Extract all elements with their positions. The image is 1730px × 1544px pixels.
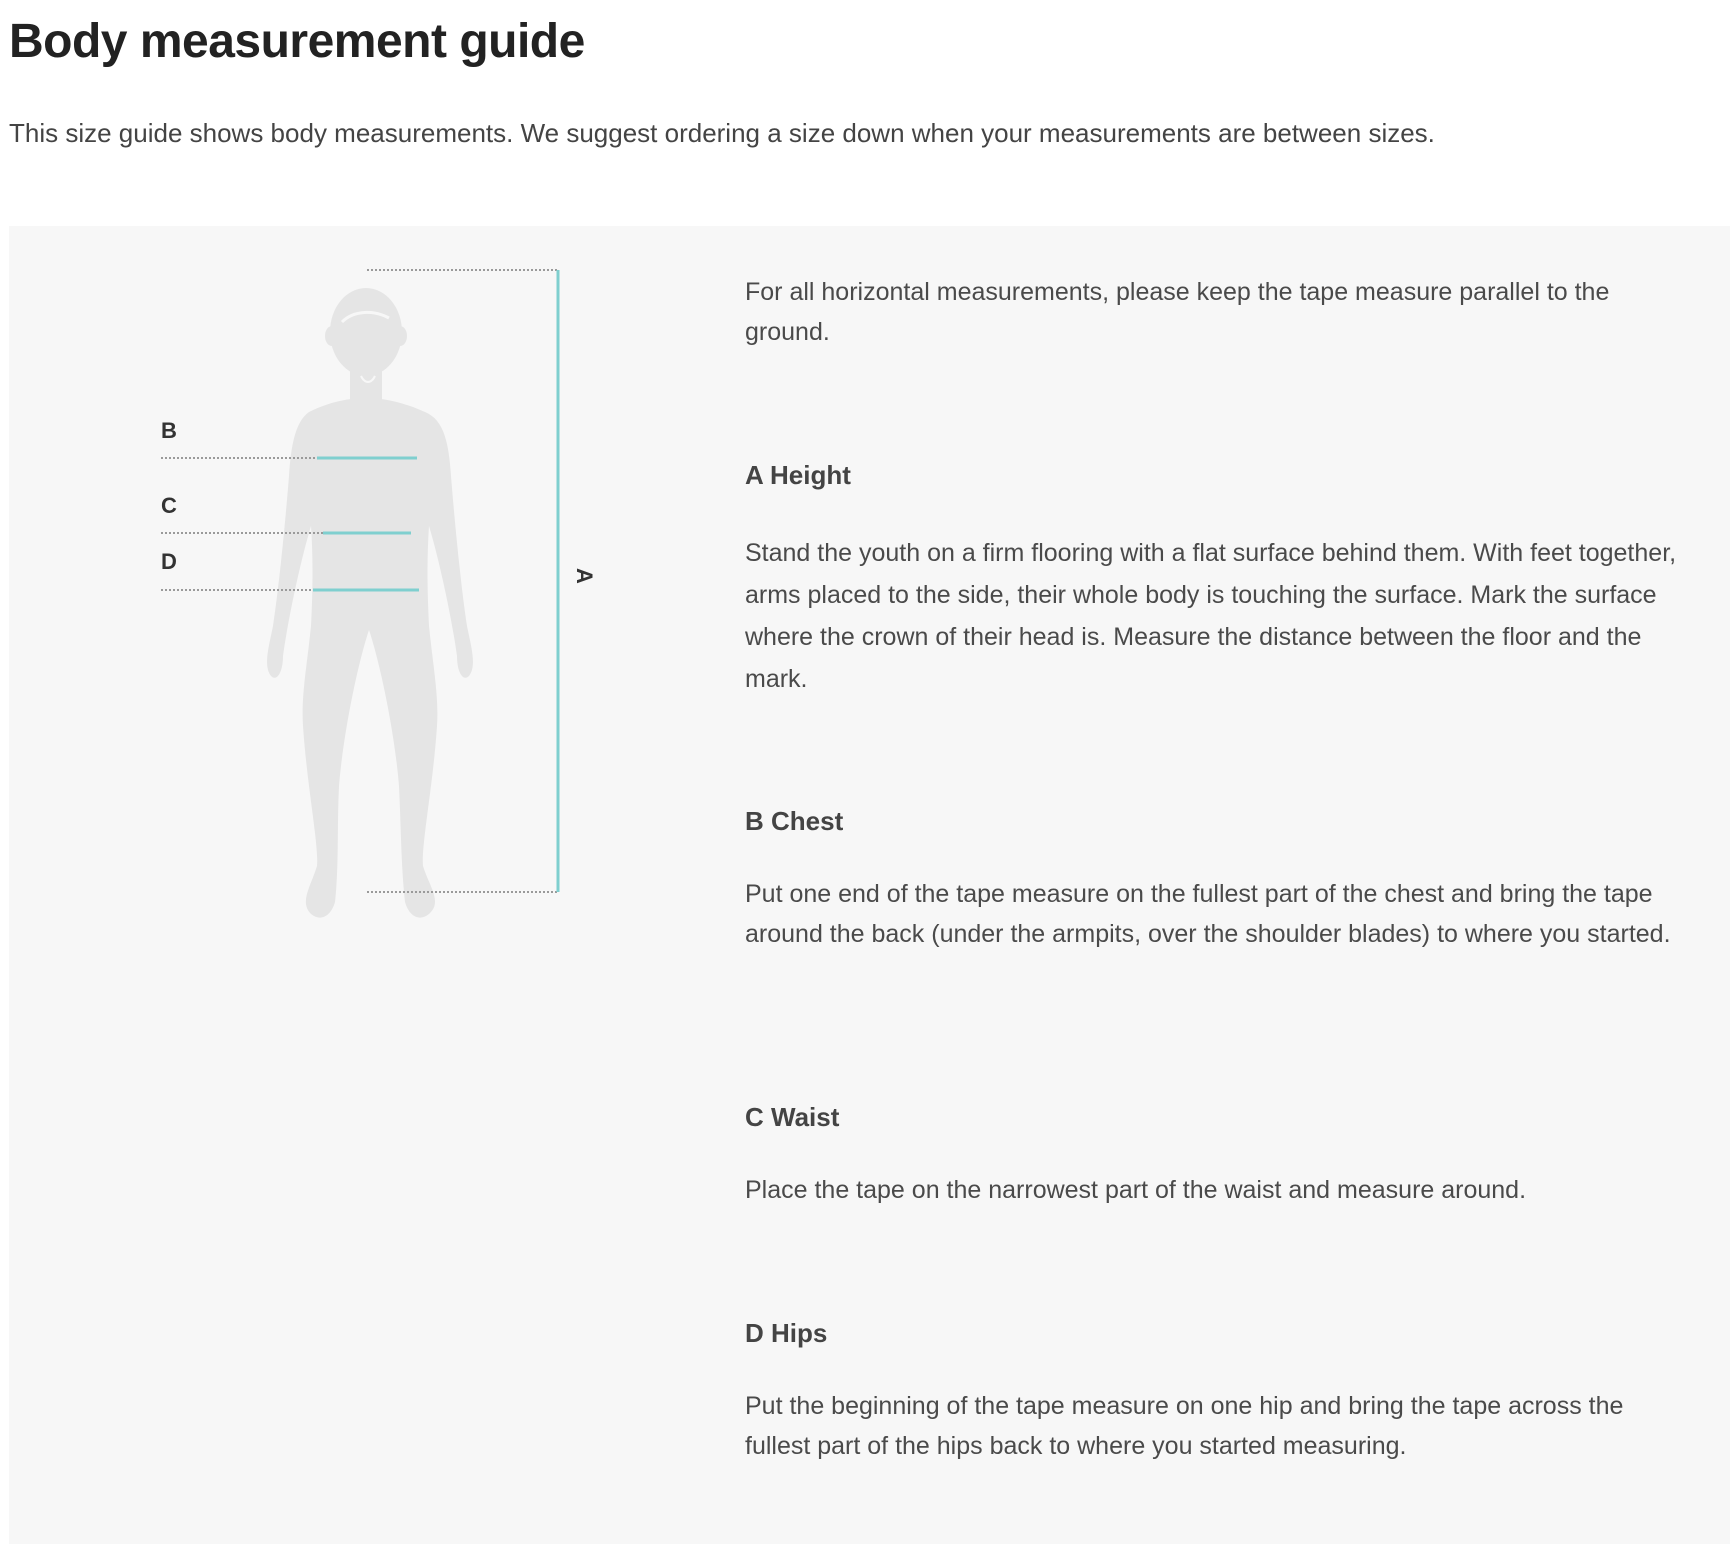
heading-chest: B Chest bbox=[745, 806, 844, 836]
text-height: Stand the youth on a firm flooring with a flat surface behind them. With feet together, arms placed to the side, their whole body is touching the surface. Mark the surface where the crown of their head is. Measure the distance between the floor and the mark. bbox=[745, 539, 1677, 693]
heading-hips: D Hips bbox=[745, 1318, 828, 1348]
body-silhouette-illustration bbox=[9, 226, 709, 926]
heading-waist: C Waist bbox=[745, 1102, 840, 1132]
intro-text: This size guide shows body measurements. We suggest ordering a size down when your measurements are between sizes. bbox=[9, 118, 1435, 148]
heading-height: A Height bbox=[745, 460, 851, 490]
body-figure bbox=[9, 226, 709, 926]
text-chest: Put one end of the tape measure on the fullest part of the chest and bring the tape around the back (under the armpits, over the shoulder blades) to where you started. bbox=[745, 880, 1671, 948]
measurement-panel bbox=[9, 226, 1730, 1544]
text-hips: Put the beginning of the tape measure on one hip and bring the tape across the fullest part of the hips back to where you started measuring. bbox=[745, 1392, 1624, 1460]
label-c: C bbox=[161, 493, 177, 518]
label-d: D bbox=[161, 549, 177, 574]
label-a: A bbox=[572, 568, 597, 584]
text-waist: Place the tape on the narrowest part of the waist and measure around. bbox=[745, 1176, 1527, 1204]
horizontal-measure-note: For all horizontal measurements, please keep the tape measure parallel to the ground. bbox=[745, 278, 1610, 346]
page-title: Body measurement guide bbox=[9, 15, 585, 68]
label-b: B bbox=[161, 418, 177, 443]
